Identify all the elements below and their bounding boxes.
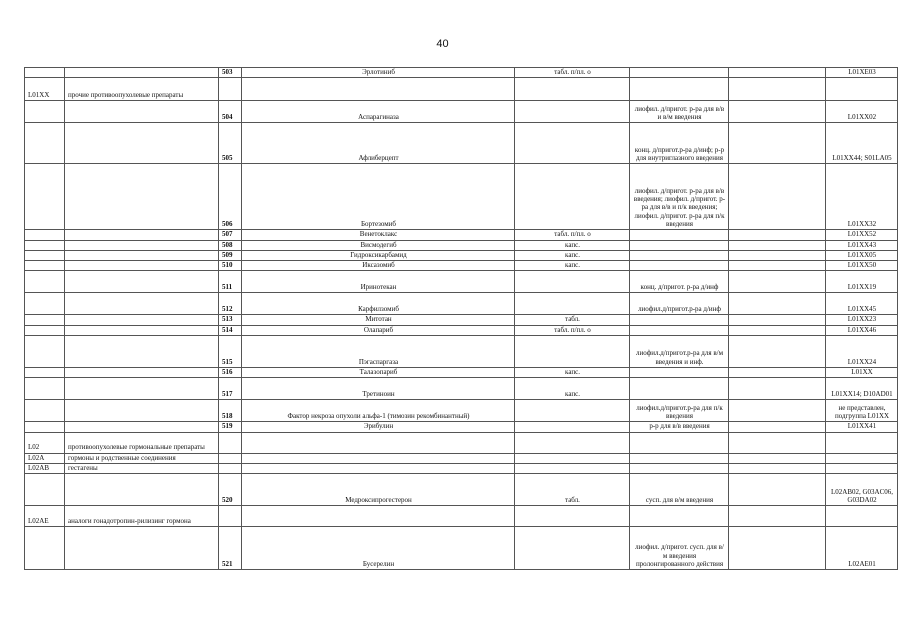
row-extra <box>729 240 826 250</box>
row-group-name <box>65 325 219 335</box>
row-drug-name: Олапариб <box>242 325 515 335</box>
row-release-form <box>630 230 729 240</box>
row-group-name: гестагены <box>65 463 219 473</box>
page-number: 40 <box>436 38 449 50</box>
row-extra <box>729 230 826 240</box>
row-atc-result-code <box>826 463 898 473</box>
row-atc-code: L02A <box>25 453 65 463</box>
row-drug-name: Бортезомиб <box>242 164 515 230</box>
row-group-name <box>65 240 219 250</box>
row-number: 517 <box>219 378 242 400</box>
row-atc-result-code: L01XX02 <box>826 101 898 123</box>
row-extra <box>729 527 826 570</box>
row-group-name <box>65 474 219 506</box>
row-extra <box>729 463 826 473</box>
row-group-name <box>65 101 219 123</box>
row-number: 510 <box>219 261 242 271</box>
row-release-form: лиофил.д/пригот.р-ра для п/к введения <box>630 400 729 422</box>
row-number: 511 <box>219 271 242 293</box>
row-release-form <box>630 250 729 260</box>
row-atc-result-code: L01XX32 <box>826 164 898 230</box>
row-number <box>219 463 242 473</box>
row-release-form: сусп. для в/м введения <box>630 474 729 506</box>
row-drug-name: Иринотекан <box>242 271 515 293</box>
row-dosage-form: табл. <box>515 315 630 325</box>
row-group-name <box>65 336 219 368</box>
table-row <box>25 400 898 422</box>
row-atc-code <box>25 368 65 378</box>
table-row <box>25 422 898 432</box>
row-dosage-form: табл. п/пл. о <box>515 68 630 78</box>
row-number: 515 <box>219 336 242 368</box>
row-release-form <box>630 378 729 400</box>
row-dosage-form <box>515 422 630 432</box>
row-atc-result-code: L01XE03 <box>826 68 898 78</box>
row-drug-name: Эрибулин <box>242 422 515 432</box>
row-release-form <box>630 453 729 463</box>
row-drug-name: Бусерелин <box>242 527 515 570</box>
table-body <box>25 68 898 570</box>
table-row <box>25 527 898 570</box>
row-extra <box>729 164 826 230</box>
row-release-form: лиофил. д/пригот. сусп. для в/м введения пролонгированного действия <box>630 527 729 570</box>
row-drug-name: Висмодегиб <box>242 240 515 250</box>
row-atc-code <box>25 250 65 260</box>
row-atc-code <box>25 261 65 271</box>
row-release-form <box>630 68 729 78</box>
row-dosage-form <box>515 453 630 463</box>
row-dosage-form: капс. <box>515 368 630 378</box>
row-drug-name <box>242 463 515 473</box>
row-atc-code <box>25 400 65 422</box>
row-extra <box>729 453 826 463</box>
row-dosage-form <box>515 400 630 422</box>
row-number <box>219 432 242 453</box>
row-group-name: противоопухолевые гормональные препараты <box>65 432 219 453</box>
table-row <box>25 68 898 78</box>
row-atc-result-code: L01XX43 <box>826 240 898 250</box>
row-atc-result-code: L01XX05 <box>826 250 898 260</box>
row-extra <box>729 400 826 422</box>
row-release-form <box>630 368 729 378</box>
row-number: 507 <box>219 230 242 240</box>
row-extra <box>729 336 826 368</box>
row-group-name <box>65 315 219 325</box>
row-release-form: лиофил. д/пригот. р-ра для в/в введения; лиофил. д/пригот. р-ра для в/в и п/к введения; лиофил. д/пригот. р-ра для п/к введения <box>630 164 729 230</box>
row-drug-name: Третиноин <box>242 378 515 400</box>
row-release-form <box>630 315 729 325</box>
row-atc-code: L01XX <box>25 78 65 101</box>
row-drug-name: Медроксипрогестерон <box>242 474 515 506</box>
row-release-form: лиофил.д/пригот.р-ра для в/м введения и инф. <box>630 336 729 368</box>
row-group-name <box>65 527 219 570</box>
row-extra <box>729 123 826 164</box>
table-row <box>25 240 898 250</box>
row-atc-code <box>25 378 65 400</box>
row-drug-name <box>242 506 515 527</box>
row-extra <box>729 101 826 123</box>
row-group-name: гормоны и родственные соединения <box>65 453 219 463</box>
row-atc-code: L02AB <box>25 463 65 473</box>
row-atc-result-code <box>826 453 898 463</box>
table-row <box>25 368 898 378</box>
row-group-name <box>65 68 219 78</box>
row-dosage-form: капс. <box>515 240 630 250</box>
row-atc-code <box>25 474 65 506</box>
row-atc-result-code <box>826 506 898 527</box>
row-release-form: р-р для в/в введения <box>630 422 729 432</box>
row-drug-name: Аспарагиназа <box>242 101 515 123</box>
row-release-form: лиофил.д/пригот.р-ра д/инф <box>630 293 729 315</box>
row-extra <box>729 78 826 101</box>
table-row <box>25 432 898 453</box>
row-drug-name: Гидроксикарбамид <box>242 250 515 260</box>
row-atc-code <box>25 325 65 335</box>
row-drug-name: Эрлотиниб <box>242 68 515 78</box>
row-extra <box>729 293 826 315</box>
row-drug-name: Венетоклакс <box>242 230 515 240</box>
row-number: 505 <box>219 123 242 164</box>
table-row <box>25 261 898 271</box>
row-dosage-form <box>515 432 630 453</box>
row-group-name <box>65 400 219 422</box>
table-row <box>25 506 898 527</box>
row-number <box>219 78 242 101</box>
row-atc-code <box>25 293 65 315</box>
row-atc-code: L02 <box>25 432 65 453</box>
row-atc-result-code: L01XX <box>826 368 898 378</box>
row-number: 512 <box>219 293 242 315</box>
row-atc-result-code: L02AE01 <box>826 527 898 570</box>
row-number <box>219 453 242 463</box>
row-group-name <box>65 230 219 240</box>
row-atc-result-code: L01XX45 <box>826 293 898 315</box>
table-row <box>25 101 898 123</box>
row-atc-code <box>25 527 65 570</box>
row-drug-name: Пэгаспаргаза <box>242 336 515 368</box>
table-row <box>25 463 898 473</box>
row-drug-name: Митотан <box>242 315 515 325</box>
row-atc-result-code: не представлен, подгруппа L01XX <box>826 400 898 422</box>
row-atc-code <box>25 271 65 293</box>
row-number: 509 <box>219 250 242 260</box>
row-number <box>219 506 242 527</box>
row-number: 503 <box>219 68 242 78</box>
row-number: 513 <box>219 315 242 325</box>
row-dosage-form <box>515 336 630 368</box>
row-atc-code <box>25 123 65 164</box>
row-atc-result-code <box>826 432 898 453</box>
row-atc-result-code: L01XX52 <box>826 230 898 240</box>
table-row <box>25 164 898 230</box>
row-number: 508 <box>219 240 242 250</box>
row-extra <box>729 325 826 335</box>
row-extra <box>729 250 826 260</box>
table-row <box>25 378 898 400</box>
row-release-form <box>630 261 729 271</box>
row-drug-name: Талазопариб <box>242 368 515 378</box>
table-row <box>25 293 898 315</box>
table-row <box>25 271 898 293</box>
row-drug-name <box>242 78 515 101</box>
row-atc-result-code: L01XX23 <box>826 315 898 325</box>
row-atc-result-code: L01XX46 <box>826 325 898 335</box>
row-atc-result-code: L01XX50 <box>826 261 898 271</box>
row-atc-result-code: L02AB02, G03AC06, G03DA02 <box>826 474 898 506</box>
row-number: 504 <box>219 101 242 123</box>
row-dosage-form: табл. п/пл. о <box>515 325 630 335</box>
row-atc-code <box>25 336 65 368</box>
row-dosage-form <box>515 293 630 315</box>
row-extra <box>729 506 826 527</box>
row-atc-code: L02AE <box>25 506 65 527</box>
row-drug-name: Афлиберцепт <box>242 123 515 164</box>
row-atc-result-code: L01XX44; S01LA05 <box>826 123 898 164</box>
row-release-form: лиофил. д/пригот. р-ра для в/в и в/м введения <box>630 101 729 123</box>
table-row <box>25 336 898 368</box>
row-extra <box>729 68 826 78</box>
row-drug-name: Иксазомиб <box>242 261 515 271</box>
row-group-name: аналоги гонадотропин-рилизинг гормона <box>65 506 219 527</box>
row-release-form <box>630 325 729 335</box>
row-atc-code <box>25 240 65 250</box>
row-release-form <box>630 240 729 250</box>
row-number: 518 <box>219 400 242 422</box>
row-number: 506 <box>219 164 242 230</box>
row-dosage-form: капс. <box>515 250 630 260</box>
row-dosage-form <box>515 123 630 164</box>
row-drug-name <box>242 453 515 463</box>
row-group-name <box>65 164 219 230</box>
row-dosage-form <box>515 527 630 570</box>
table-row <box>25 250 898 260</box>
row-extra <box>729 261 826 271</box>
row-dosage-form <box>515 271 630 293</box>
row-release-form: конц. д/пригот.р-ра д/инф; р-р для внутриглазного введения <box>630 123 729 164</box>
row-release-form <box>630 432 729 453</box>
row-dosage-form: табл. <box>515 474 630 506</box>
row-group-name <box>65 422 219 432</box>
row-dosage-form <box>515 78 630 101</box>
row-extra <box>729 432 826 453</box>
table-row <box>25 315 898 325</box>
row-extra <box>729 474 826 506</box>
table-row <box>25 78 898 101</box>
row-group-name <box>65 368 219 378</box>
row-group-name <box>65 250 219 260</box>
row-atc-result-code <box>826 78 898 101</box>
row-atc-code <box>25 230 65 240</box>
row-extra <box>729 378 826 400</box>
row-number: 514 <box>219 325 242 335</box>
table-row <box>25 325 898 335</box>
row-dosage-form: табл. п/пл. о <box>515 230 630 240</box>
row-atc-code <box>25 315 65 325</box>
row-atc-result-code: L01XX14; D10AD01 <box>826 378 898 400</box>
table-row <box>25 474 898 506</box>
row-extra <box>729 315 826 325</box>
table-row <box>25 230 898 240</box>
row-group-name <box>65 378 219 400</box>
row-number: 516 <box>219 368 242 378</box>
row-group-name <box>65 271 219 293</box>
row-number: 519 <box>219 422 242 432</box>
row-dosage-form <box>515 463 630 473</box>
row-atc-result-code: L01XX19 <box>826 271 898 293</box>
row-group-name <box>65 293 219 315</box>
row-atc-code <box>25 101 65 123</box>
row-extra <box>729 368 826 378</box>
row-group-name <box>65 261 219 271</box>
row-drug-name: Карфилзомиб <box>242 293 515 315</box>
row-dosage-form: капс. <box>515 261 630 271</box>
row-group-name <box>65 123 219 164</box>
row-atc-code <box>25 164 65 230</box>
row-dosage-form <box>515 164 630 230</box>
row-release-form <box>630 463 729 473</box>
row-release-form <box>630 78 729 101</box>
row-dosage-form: капс. <box>515 378 630 400</box>
table-row <box>25 453 898 463</box>
row-atc-result-code: L01XX41 <box>826 422 898 432</box>
row-dosage-form <box>515 506 630 527</box>
row-atc-code <box>25 422 65 432</box>
drug-table <box>24 67 898 570</box>
table-row <box>25 123 898 164</box>
row-extra <box>729 422 826 432</box>
row-dosage-form <box>515 101 630 123</box>
row-number: 520 <box>219 474 242 506</box>
row-release-form <box>630 506 729 527</box>
row-release-form: конц. д/пригот. р-ра д/инф <box>630 271 729 293</box>
row-atc-code <box>25 68 65 78</box>
row-drug-name <box>242 432 515 453</box>
row-extra <box>729 271 826 293</box>
row-group-name: прочие противоопухолевые препараты <box>65 78 219 101</box>
row-atc-result-code: L01XX24 <box>826 336 898 368</box>
row-number: 521 <box>219 527 242 570</box>
row-drug-name: Фактор некроза опухоли альфа-1 (тимозин рекомбинантный) <box>242 400 515 422</box>
